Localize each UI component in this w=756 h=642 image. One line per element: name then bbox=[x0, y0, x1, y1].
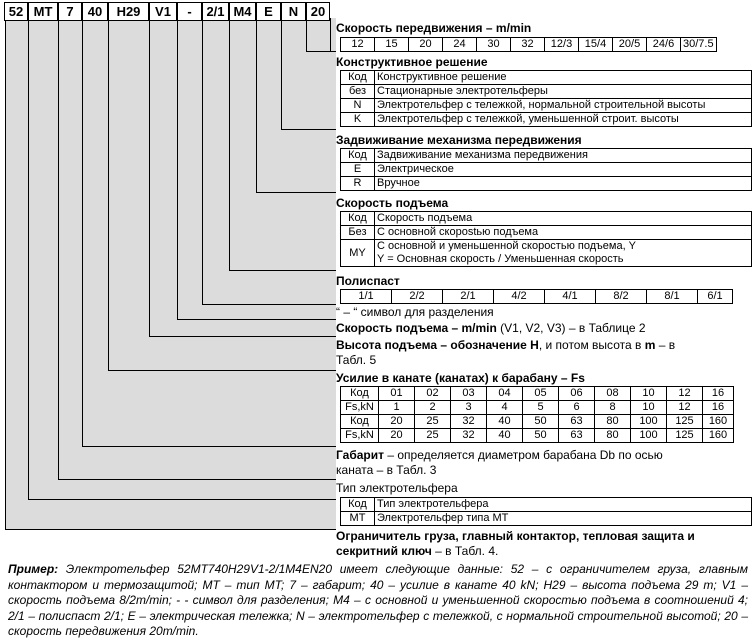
code-box-m4: M4 bbox=[229, 2, 256, 21]
pulley-title: Полиспаст bbox=[336, 274, 400, 288]
speed-table: 12 15 20 24 30 32 12/3 15/4 20/5 24/6 30/7.5 bbox=[340, 37, 717, 52]
code-box-20: 20 bbox=[306, 2, 330, 21]
type-title: Тип электротельфера bbox=[336, 481, 458, 495]
design-title: Конструктивное решение bbox=[336, 55, 488, 69]
code-box-h29: H29 bbox=[108, 2, 149, 21]
drive-table: Код Задвиживание механизма передвижения E Электрическое R Вручное bbox=[340, 148, 752, 191]
code-box-v1: V1 bbox=[149, 2, 177, 21]
code-box-40: 40 bbox=[82, 2, 108, 21]
code-box-dash: - bbox=[177, 2, 202, 21]
code-box-2-1: 2/1 bbox=[202, 2, 229, 21]
limiter-line-2: секритний ключ – в Табл. 4. bbox=[336, 544, 499, 558]
force-title: Усилие в канате (канатах) к барабану – Fs bbox=[336, 371, 585, 385]
height-line: Высота подъема – обозначение H, и потом высота в m – в bbox=[336, 338, 676, 352]
lift-speed-title: Скорость подъема bbox=[336, 196, 449, 210]
code-box-n: N bbox=[281, 2, 306, 21]
lift-speed-line: Скорость подъема – m/min (V1, V2, V3) – в Таблице 2 bbox=[336, 321, 646, 335]
size-line: Габарит – определяется диаметром барабана Db по осью bbox=[336, 448, 663, 462]
limiter-line: Ограничитель груза, главный контактор, тепловая защита и bbox=[336, 529, 695, 543]
size-line-2: каната – в Табл. 3 bbox=[336, 463, 437, 477]
lift-speed-table: Код Скорость подъема Без С основной скорostью подъема MY С основной и уменьшенной скоростью подъема, Y Y = Основная скорость / Уменьшенная скорость bbox=[340, 211, 752, 267]
code-box-52: 52 bbox=[4, 2, 28, 21]
code-box-mt: MT bbox=[28, 2, 58, 21]
force-table: Код 01 02 03 04 05 06 08 10 12 16 Fs,kN 1 2 3 4 5 6 8 10 12 16 Код 20 25 32 40 50 63 80 100 125 160 Fs,kN 20 25 32 40 50 63 80 100 125 160 bbox=[340, 386, 734, 443]
drive-title: Задвиживание механизма передвижения bbox=[336, 133, 582, 147]
design-table: Код Конструктивное решение без Стационарные электротельферы N Электротельфер с тележкой, нормальной строительной высоты K Электротельфер с тележкой, уменьшенной строит. высоты bbox=[340, 70, 752, 127]
separator-note: “ – “ символ для разделения bbox=[336, 305, 494, 319]
example-paragraph: Пример: Электротельфер 52MT740H29V1-2/1M4EN20 имеет следующие данные: 52 – с ограничителем груза, главным контактором и термозащитой; MT – тип MT; 7 – габарит; 40 – усилие в канате 40 kN; H29 – высота подъема 29 m; V1 – скорость подъема 8/2m/min; - - символ для разделения; M4 – с основной и уменьшенной скоростью подъема в соотношений 4; 2/1 – полиспаст 2/1; E – электрическая тележка; N – электротельфер с тележкой, с нормальной строительной высотой; 20 – скорость передвижения 20m/min. bbox=[8, 562, 748, 638]
type-table: Код Тип электротельфера MT Электротельфер типа MT bbox=[340, 497, 752, 526]
pulley-table: 1/1 2/2 2/1 4/2 4/1 8/2 8/1 6/1 bbox=[340, 289, 733, 304]
speed-title: Скорость передвижения – m/min bbox=[336, 21, 532, 35]
code-box-7: 7 bbox=[58, 2, 82, 21]
code-box-e: E bbox=[256, 2, 281, 21]
height-line-2: Табл. 5 bbox=[336, 353, 377, 367]
